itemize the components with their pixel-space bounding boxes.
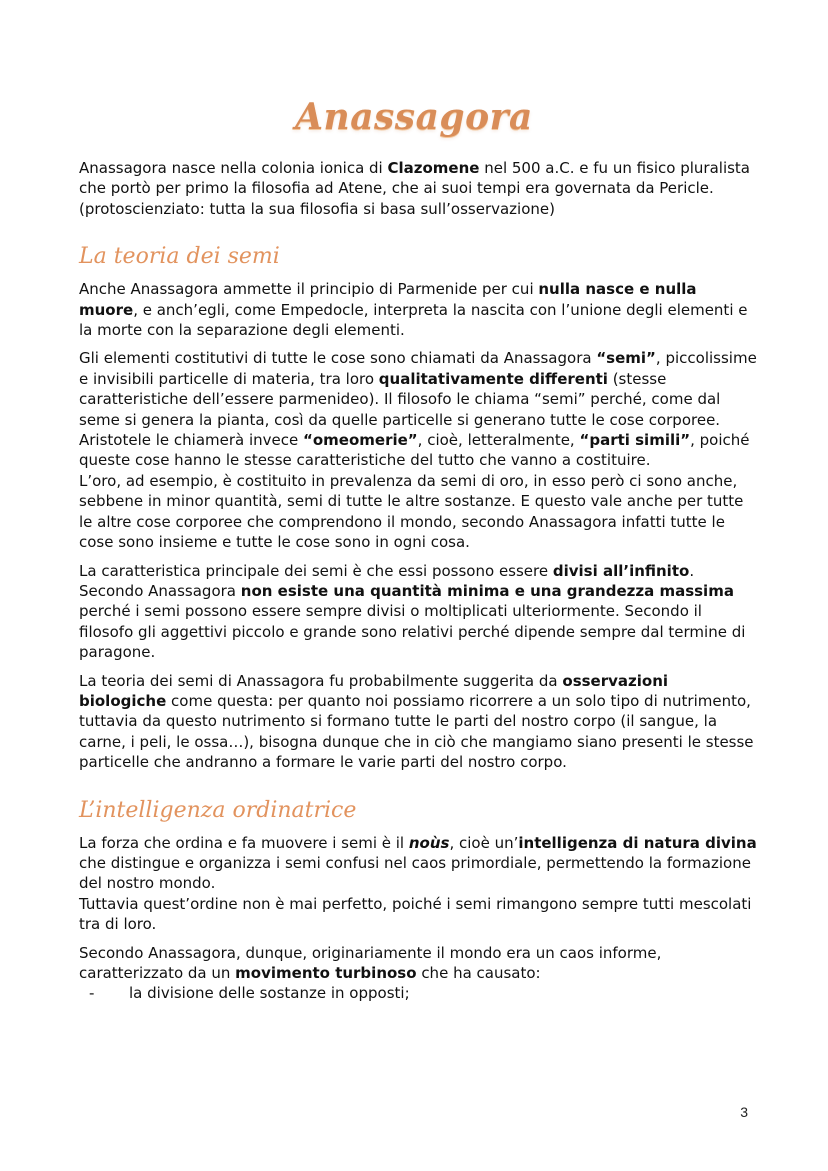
paragraph: Anche Anassagora ammette il principio di Parmenide per cui nulla nasce e nulla muore, e anch’egli, come Empedocle, interpreta la nascita con l’unione degli elementi e la morte con la separazione degli elementi. [79, 280, 748, 340]
section-heading-intelligenza: L’intelligenza ordinatrice [79, 797, 357, 823]
section-heading-teoria-semi: La teoria dei semi [79, 244, 280, 270]
intro-note: (protoscienziato: tutta la sua filosofia si basa sull’osservazione) [79, 199, 555, 218]
paragraph: La caratteristica principale dei semi è che essi possono essere divisi all’infinito. Secondo Anassagora non esiste una quantità minima e una grandezza massima perché i semi possono essere sempre divisi o moltiplicati ulteriormente. Secondo il filosofo gli aggettivi piccolo e grande sono relativi perché dipende sempre dal termine di paragone. [79, 561, 746, 662]
list-item: - la divisione delle sostanze in opposti; [89, 983, 759, 1003]
paragraph: Tuttavia quest’ordine non è mai perfetto, poiché i semi rimangono sempre tutti mescolati tra di loro. [79, 894, 752, 934]
paragraph: L’oro, ad esempio, è costituito in prevalenza da semi di oro, in esso però ci sono anche, sebbene in minor quantità, semi di tutte le altre sostanze. E questo vale anche per tutte le altre cose corporee che comprendono il mondo, secondo Anassagora infatti tutte le cose sono insieme e tutte le cose sono in ogni cosa. [79, 471, 744, 552]
page-title: Anassagora [295, 96, 533, 138]
dash-list [79, 983, 759, 1003]
paragraph: La forza che ordina e fa muovere i semi è il noùs, cioè un’intelligenza di natura divina che distingue e organizza i semi confusi nel caos primordiale, permettendo la formazione del nostro mondo. [79, 833, 757, 893]
page-number: 3 [740, 1104, 748, 1120]
paragraph: La teoria dei semi di Anassagora fu probabilmente suggerita da osservazioni biologiche come questa: per quanto noi possiamo ricorrere a un solo tipo di nutrimento, tuttavia da questo nutrimento si formano tutte le parti del nostro corpo (il sangue, la carne, i peli, le ossa…), bisogna dunque che in ciò che mangiamo siano presenti le stesse particelle che andranno a formare le varie parti del nostro corpo. [79, 671, 754, 772]
paragraph: Secondo Anassagora, dunque, originariamente il mondo era un caos informe, caratterizzato da un movimento turbinoso che ha causato: [79, 943, 662, 982]
paragraph: Gli elementi costitutivi di tutte le cose sono chiamati da Anassagora “semi”, piccolissime e invisibili particelle di materia, tra loro qualitativamente differenti (stesse caratteristiche dell’essere parmenideo). Il filosofo le chiama “semi” perché, come dal seme si genera la pianta, così da quelle particelle si generano tutte le cose corporee. Aristotele le chiamerà invece “omeomerie”, cioè, letteralmente, “parti simili”, poiché queste cose hanno le stesse caratteristiche del tutto che vanno a costituire. [79, 349, 757, 470]
document-body [79, 158, 759, 1004]
intro-paragraph: Anassagora nasce nella colonia ionica di Clazomene nel 500 a.C. e fu un fisico pluralista che portò per primo la filosofia ad Atene, che ai suoi tempi era governata da Pericle. [79, 159, 750, 198]
